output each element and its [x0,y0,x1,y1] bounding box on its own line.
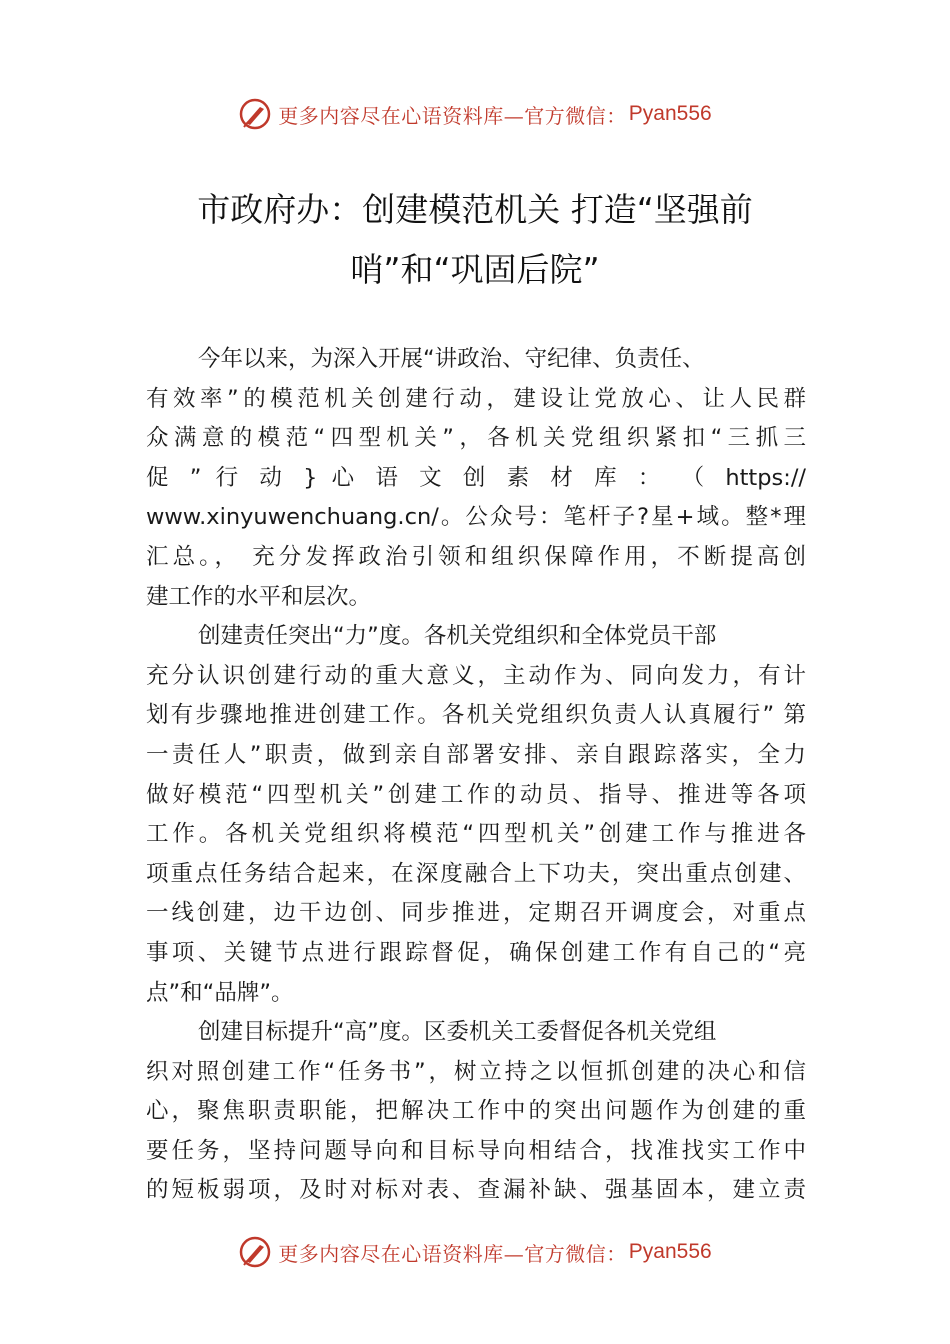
body-line: 项重点任务结合起来，在深度融合上下功夫，突出重点创建、 [146,860,806,887]
body-line: 织对照创建工作“任务书”，树立持之以恒抓创建的决心和信 [146,1058,806,1085]
title-line-2: 哨”和“巩固后院” [350,250,600,289]
body-line: 建工作的水平和层次。 [146,583,372,610]
document-body [146,340,806,1211]
body-line: 的短板弱项，及时对标对表、查漏补缺、强基固本，建立责 [146,1177,806,1204]
body-line: 一线创建，边干边创、同步推进，定期召开调度会，对重点 [146,900,806,927]
body-line: 充分认识创建行动的重大意义，主动作为、同向发力，有计 [146,662,806,689]
footer-banner [0,1232,950,1272]
pen-seal-icon [238,97,272,131]
title-line-1: 市政府办：创建模范机关 打造“坚强前 [197,190,753,229]
body-line: 众满意的模范“四型机关”，各机关党组织紧扣“三抓三 [146,425,806,452]
body-line: 今年以来，为深入开展“讲政治、守纪律、负责任、 [198,346,705,372]
page-title [150,180,800,300]
banner-text: 更多内容尽在心语资料库—官方微信： [278,103,627,128]
body-line: 有效率”的模范机关创建行动，建设让党放心、让人民群 [146,385,806,412]
body-line: 点”和“品牌”。 [146,979,294,1006]
body-line: 心，聚焦职责职能，把解决工作中的突出问题作为创建的重 [146,1098,806,1125]
pen-seal-icon [238,1235,272,1269]
body-line: 创建责任突出“力”度。各机关党组织和全体党员干部 [198,623,717,650]
body-line: 工作。各机关党组织将模范“四型机关”创建工作与推进各 [146,821,806,848]
header-banner [0,94,950,134]
footer-banner-text: 更多内容尽在心语资料库—官方微信： [278,1241,627,1266]
body-line: 事项、关键节点进行跟踪督促，确保创建工作有自己的“亮 [146,939,806,966]
body-line: 划有步骤地推进创建工作。各机关党组织负责人认真履行” 第 [146,702,806,729]
body-line: 汇总。， 充分发挥政治引领和组织保障作用，不断提高创 [146,543,806,570]
footer-wechat-id: Pyan556 [628,1240,712,1263]
body-line: 创建目标提升“高”度。区委机关工委督促各机关党组 [198,1019,717,1046]
banner-wechat-id: Pyan556 [628,102,712,125]
body-line: 要任务，坚持问题导向和目标导向相结合，找准找实工作中 [146,1137,806,1164]
body-line: www.xinyuwenchuang.cn/。公众号：笔杆子?星+域。整*理 [146,504,806,531]
body-line: 做好模范“四型机关”创建工作的动员、指导、推进等各项 [146,781,806,808]
body-line: 促 ” 行 动 } 心 语 文 创 素 材 库 ： （ https:// [146,464,806,491]
body-line: 一责任人”职责，做到亲自部署安排、亲自跟踪落实，全力 [146,741,806,768]
